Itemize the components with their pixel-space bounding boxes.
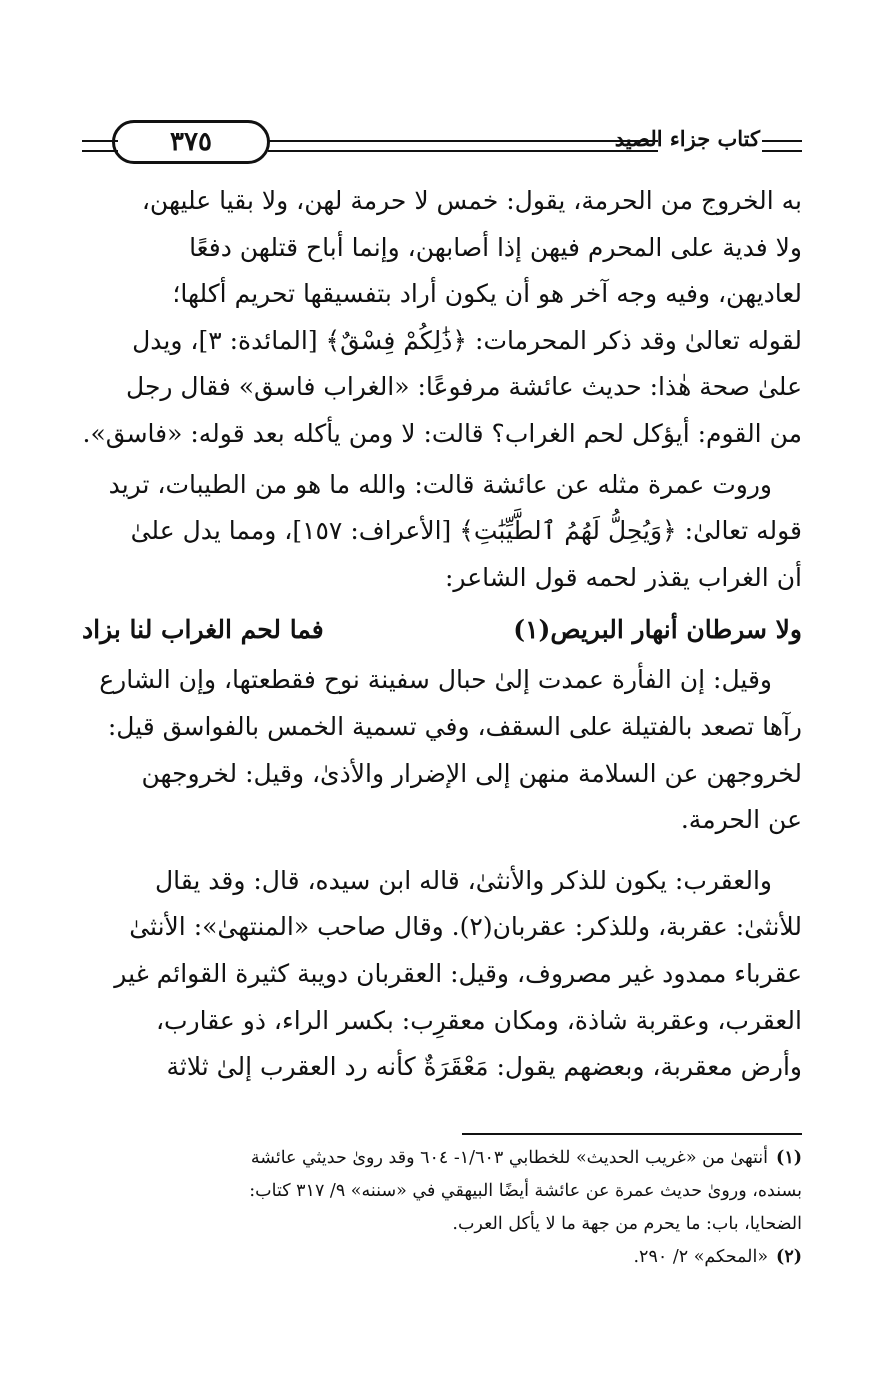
text-line: لقوله تعالىٰ وقد ذكر المحرمات: ﴿ذَٰلِكُمْ فِسْقٌ﴾ [المائدة: ٣]، ويدل — [132, 325, 802, 355]
text-line: العقرب، وعقربة شاذة، ومكان معقرِب: بكسر الراء، ذو عقارب، — [155, 1005, 802, 1035]
footnote-separator — [462, 1133, 802, 1135]
text-line: عقرباء ممدود غير مصروف، وقيل: العقربان دويبة كثيرة القوائم غير — [114, 958, 802, 988]
paragraph-3 — [82, 657, 802, 843]
footnotes — [82, 1142, 802, 1274]
footnote-1 — [82, 1142, 802, 1241]
verse-first-hemistich: ولا سرطان أنهار البريص(١) — [513, 615, 802, 645]
text-line: وقيل: إن الفأرة عمدت إلىٰ حبال سفينة نوح فقطعتها، وإن الشارع — [99, 665, 772, 695]
text-line: وأرض معقربة، وبعضهم يقول: مَعْقَرَةٌ كأنه رد العقرب إلىٰ ثلاثة — [166, 1052, 802, 1082]
text-line: ولا فدية على المحرم فيهن إذا أصابهن، وإنما أباح قتلهن دفعًا — [189, 232, 802, 262]
page-header — [82, 120, 802, 170]
main-text — [82, 178, 802, 1091]
footnote-text: أنتهىٰ من «غريب الحديث» للخطابي ١/٦٠٣- ٦٠٤ وقد روىٰ حديثي عائشة — [250, 1148, 769, 1168]
page-number: ٣٧٥ — [112, 120, 270, 164]
verse-second-hemistich: فما لحم الغراب لنا بزاد — [82, 615, 324, 645]
footnote-line: بسنده، وروىٰ حديث عمرة عن عائشة أيضًا البيهقي في «سننه» ٩/ ٣١٧ كتاب: — [249, 1181, 802, 1201]
footnote-number: (١) — [776, 1148, 802, 1168]
text-line: لعاديهن، وفيه وجه آخر هو أن يكون أراد بتفسيقها تحريم أكلها؛ — [172, 279, 802, 309]
text-line: لخروجهن عن السلامة منهن إلى الإضرار والأذىٰ، وقيل: لخروجهن — [141, 758, 802, 788]
footnote-line: الضحايا، باب: ما يحرم من جهة ما لا يأكل العرب. — [452, 1214, 802, 1234]
footnote-line — [82, 1142, 802, 1175]
footnote-number: (٢) — [776, 1247, 802, 1267]
text-line: به الخروج من الحرمة، يقول: خمس لا حرمة لهن، ولا بقيا عليهن، — [141, 186, 802, 215]
text-line: للأنثىٰ: عقربة، وللذكر: عقربان(٢). وقال صاحب «المنتهىٰ»: الأنثىٰ — [129, 912, 802, 942]
text-line: علىٰ صحة هٰذا: حديث عائشة مرفوعًا: «الغراب فاسق» فقال رجل — [126, 372, 802, 402]
text-line: أن الغراب يقذر لحمه قول الشاعر: — [445, 562, 802, 592]
running-title: كتاب جزاء الصيد — [614, 126, 760, 151]
text-line: رآها تصعد بالفتيلة على السقف، وفي تسمية الخمس بالفواسق قيل: — [107, 711, 802, 741]
poetry-verse — [82, 607, 802, 653]
paragraph-1 — [82, 178, 802, 458]
text-line: عن الحرمة. — [680, 805, 802, 835]
text-line: وروت عمرة مثله عن عائشة قالت: والله ما هو من الطيبات، تريد — [108, 469, 772, 499]
paragraph-4 — [82, 858, 802, 1091]
text-line: قوله تعالىٰ: ﴿وَيُحِلُّ لَهُمُ ٱلطَّيِّبَٰتِ﴾ [الأعراف: ١٥٧]، ومما يدل علىٰ — [130, 516, 802, 546]
text-line: من القوم: أيؤكل لحم الغراب؟ قالت: لا ومن يأكله بعد قوله: «فاسق». — [82, 418, 802, 448]
footnote-text: «المحكم» ٢/ ٢٩٠. — [633, 1247, 769, 1267]
header-rule-middle — [268, 140, 658, 152]
text-line: والعقرب: يكون للذكر والأنثىٰ، قاله ابن سيده، قال: وقد يقال — [154, 865, 772, 895]
header-rule-right — [762, 140, 802, 152]
footnote-2 — [82, 1241, 802, 1274]
footnote-line — [82, 1241, 802, 1274]
paragraph-2 — [82, 462, 802, 602]
